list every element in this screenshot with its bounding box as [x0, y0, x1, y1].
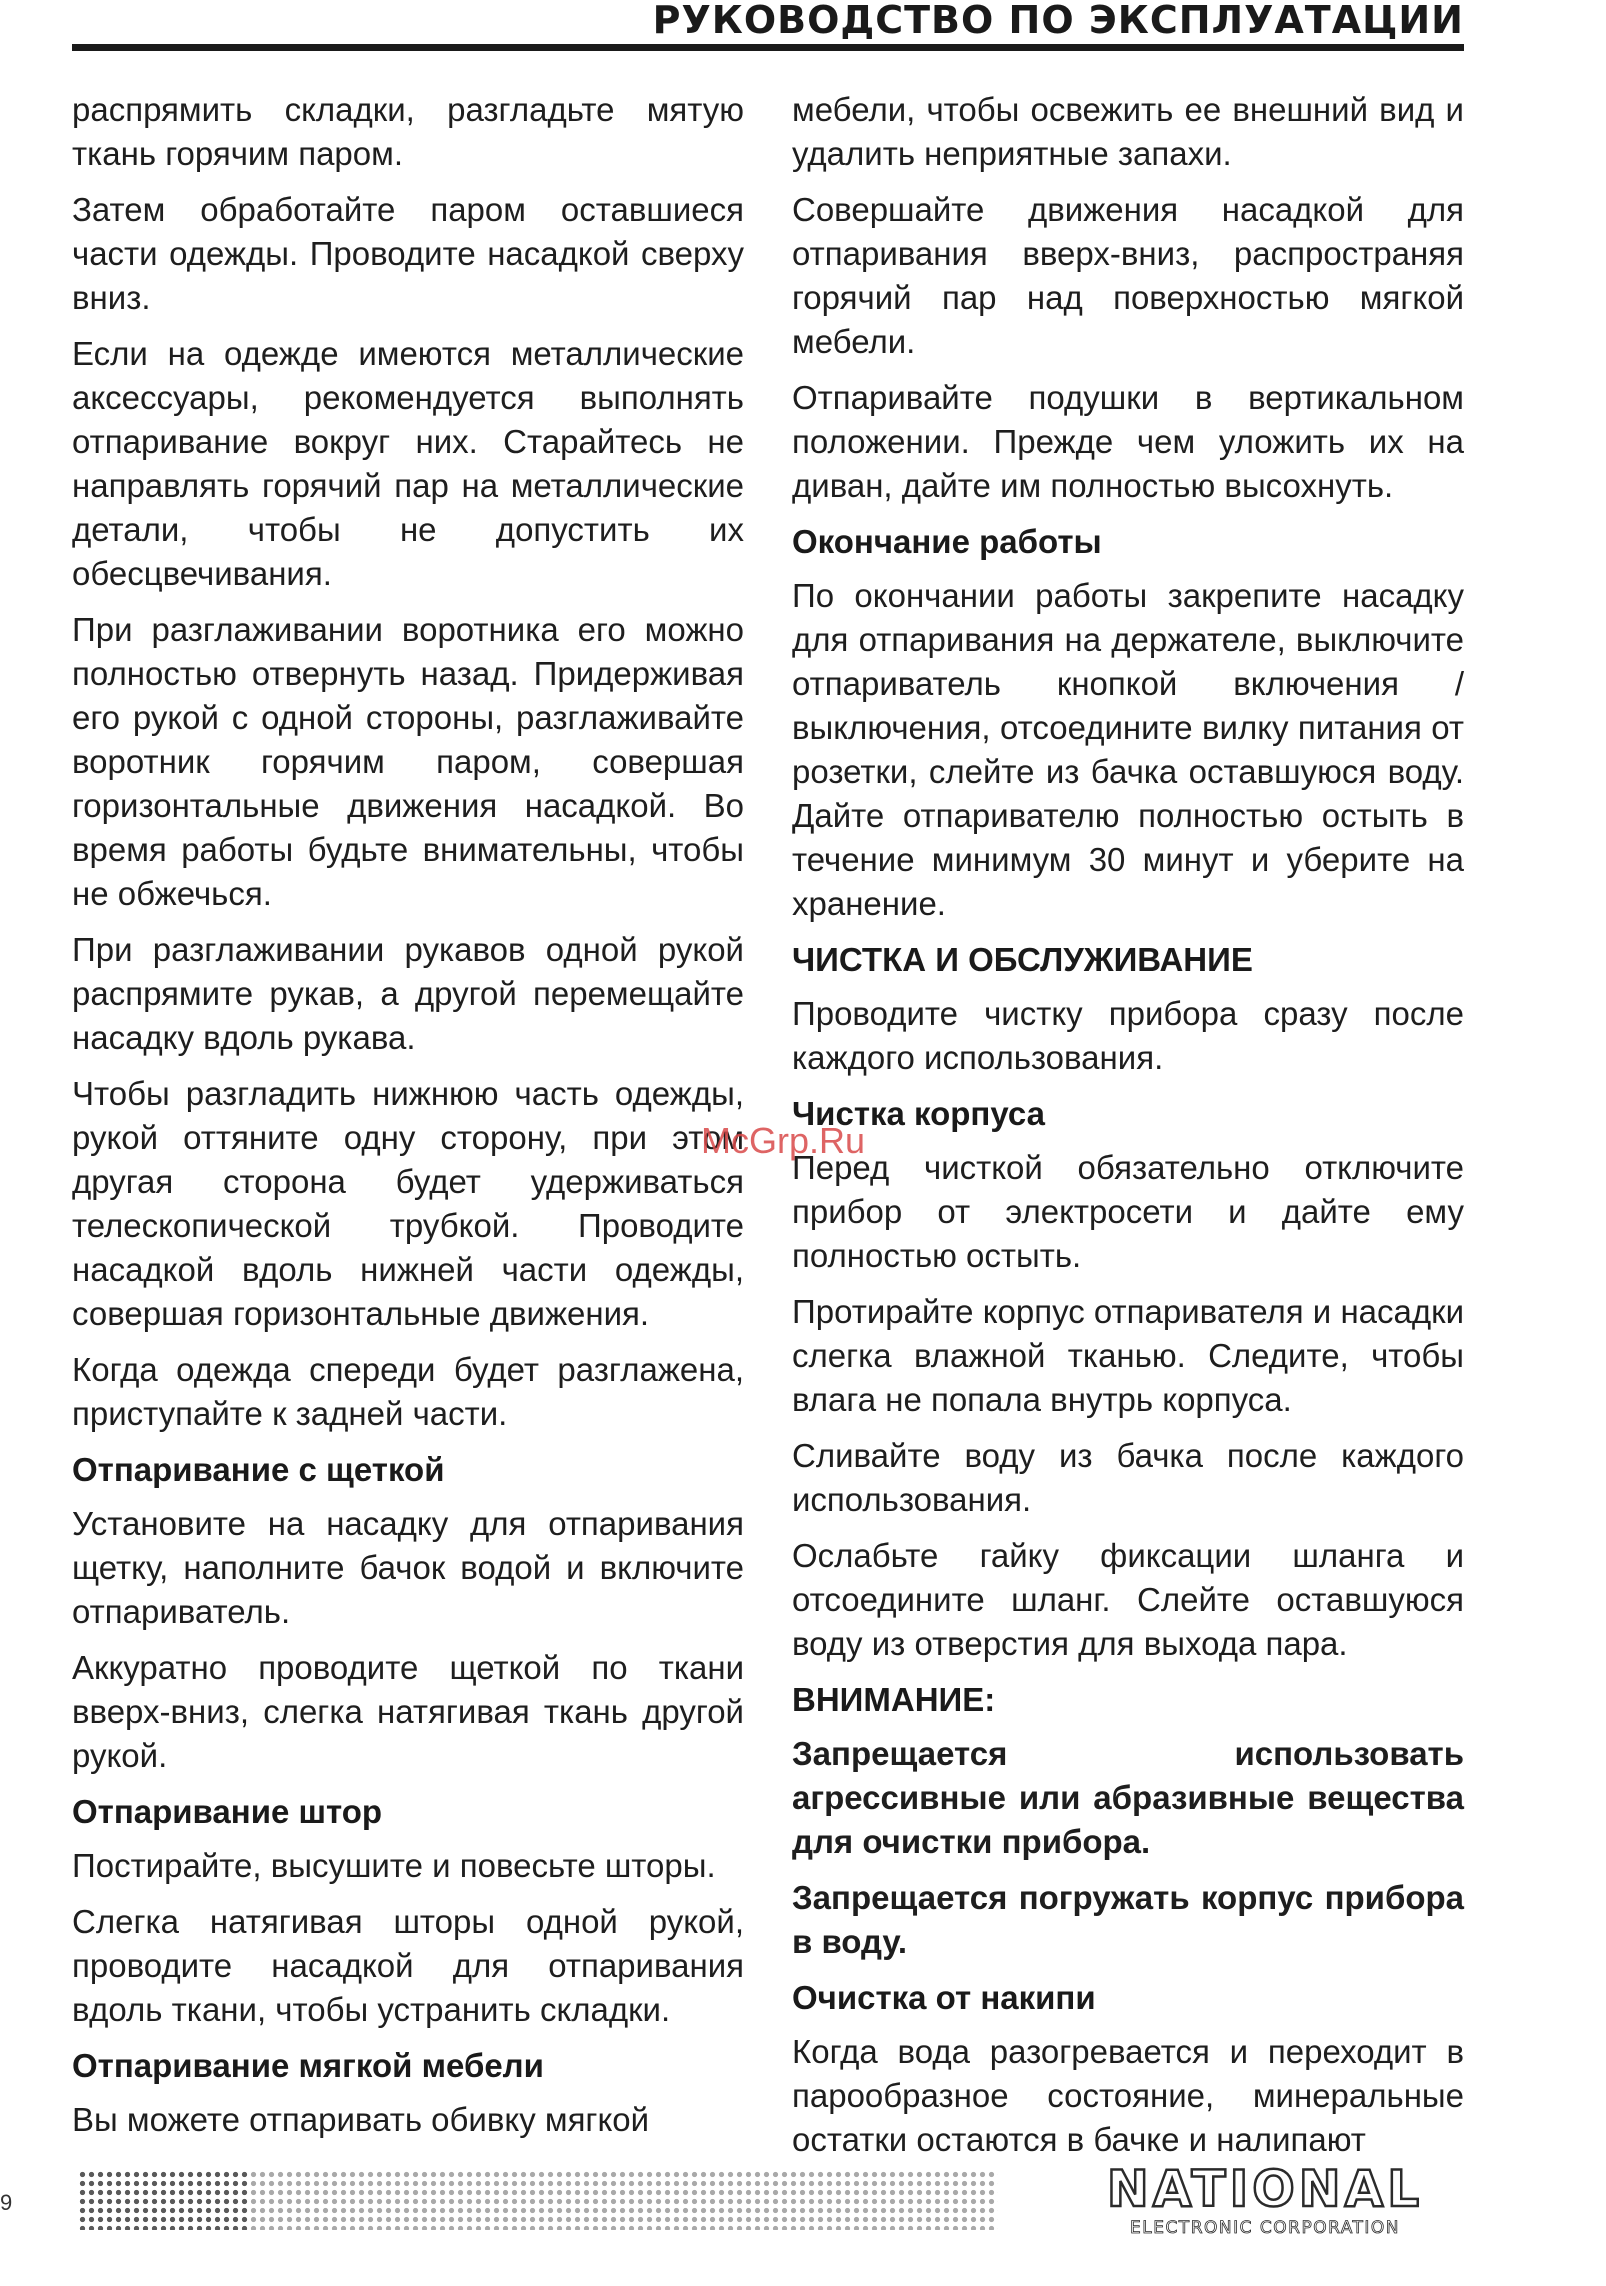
- page-number: 9: [0, 2190, 13, 2215]
- section-heading-curtains: Отпаривание штор: [72, 1793, 383, 1830]
- warning-text: Запрещается погружать корпус прибора в воду.: [792, 1879, 1464, 1960]
- paragraph: Аккуратно проводите щеткой по ткани вверх-вниз, слегка натягивая ткань другой рукой.: [72, 1649, 744, 1774]
- section-heading-end: Окончание работы: [792, 523, 1102, 560]
- paragraph: При разглаживании воротника его можно полностью отвернуть назад. Придерживая его рукой с одной стороны, разглаживайте воротник горячим паром, совершая горизонтальные движения насадкой. Во время работы будьте внимательны, чтобы не обжечься.: [72, 611, 744, 912]
- paragraph: Когда вода разогревается и переходит в парообразное состояние, минеральные остатки остаются в бачке и налипают: [792, 2033, 1464, 2158]
- paragraph: Слегка натягивая шторы одной рукой, проводите насадкой для отпаривания вдоль ткани, чтобы устранить складки.: [72, 1903, 744, 2028]
- paragraph: Если на одежде имеются металлические аксессуары, рекомендуется выполнять отпаривание вокруг них. Старайтесь не направлять горячий пар на металлические детали, чтобы не допустить их обесцвечивания.: [72, 335, 744, 592]
- paragraph: Установите на насадку для отпаривания щетку, наполните бачок водой и включите отпариватель.: [72, 1505, 744, 1630]
- paragraph: Затем обработайте паром оставшиеся части одежды. Проводите насадкой сверху вниз.: [72, 191, 744, 316]
- paragraph: Сливайте воду из бачка после каждого использования.: [792, 1437, 1464, 1518]
- left-column: [72, 88, 744, 2154]
- section-heading-body: Чистка корпуса: [792, 1095, 1045, 1132]
- brand-subtitle: ELECTRONIC CORPORATION: [1129, 2218, 1401, 2238]
- right-column: [792, 88, 1464, 2174]
- watermark: McGrp.Ru: [701, 1120, 866, 1161]
- paragraph: Чтобы разгладить нижнюю часть одежды, рукой оттяните одну сторону, при этом другая сторона будет удерживаться телескопической трубкой. Проводите насадкой вдоль нижней части одежды, совершая горизонтальные движения.: [72, 1075, 744, 1332]
- paragraph: Перед чисткой обязательно отключите прибор от электросети и дайте ему полностью остыть.: [792, 1149, 1464, 1274]
- paragraph: Совершайте движения насадкой для отпаривания вверх-вниз, распространяя горячий пар над поверхностью мягкой мебели.: [792, 191, 1464, 360]
- section-heading-cleaning: ЧИСТКА И ОБСЛУЖИВАНИЕ: [792, 941, 1253, 978]
- footer-dot-pattern-dark: [78, 2170, 248, 2230]
- paragraph: Отпаривайте подушки в вертикальном положении. Прежде чем уложить их на диван, дайте им полностью высохнуть.: [792, 379, 1464, 504]
- brand-logo: [1060, 2162, 1470, 2238]
- warning-text: Запрещается использовать агрессивные или абразивные вещества для очистки прибора.: [792, 1735, 1464, 1860]
- paragraph: распрямить складки, разгладьте мятую ткань горячим паром.: [72, 91, 744, 172]
- paragraph: мебели, чтобы освежить ее внешний вид и удалить неприятные запахи.: [792, 91, 1464, 172]
- paragraph: Протирайте корпус отпаривателя и насадки слегка влажной тканью. Следите, чтобы влага не попала внутрь корпуса.: [792, 1293, 1464, 1418]
- paragraph: Проводите чистку прибора сразу после каждого использования.: [792, 995, 1464, 1076]
- section-heading-descale: Очистка от накипи: [792, 1979, 1096, 2016]
- paragraph: По окончании работы закрепите насадку для отпаривания на держателе, выключите отпариватель кнопкой включения / выключения, отсоедините вилку питания от розетки, слейте из бачка оставшуюся воду. Дайте отпаривателю полностью остыть в течение минимум 30 минут и уберите на хранение.: [792, 577, 1464, 922]
- brand-name: NATIONAL: [1106, 2160, 1424, 2218]
- paragraph: Ослабьте гайку фиксации шланга и отсоедините шланг. Слейте оставшуюся воду из отверстия для выхода пара.: [792, 1537, 1464, 1662]
- section-heading-brush: Отпаривание с щеткой: [72, 1451, 445, 1488]
- paragraph: Вы можете отпаривать обивку мягкой: [72, 2101, 650, 2138]
- paragraph: Постирайте, высушите и повесьте шторы.: [72, 1847, 716, 1884]
- paragraph: При разглаживании рукавов одной рукой распрямите рукав, а другой перемещайте насадку вдоль рукава.: [72, 931, 744, 1056]
- paragraph: Когда одежда спереди будет разглажена, приступайте к задней части.: [72, 1351, 744, 1432]
- page-header-title: РУКОВОДСТВО ПО ЭКСПЛУАТАЦИИ: [652, 0, 1464, 42]
- section-heading-furniture: Отпаривание мягкой мебели: [72, 2047, 544, 2084]
- header-divider: [72, 44, 1464, 51]
- section-heading-attention: ВНИМАНИЕ:: [792, 1681, 996, 1718]
